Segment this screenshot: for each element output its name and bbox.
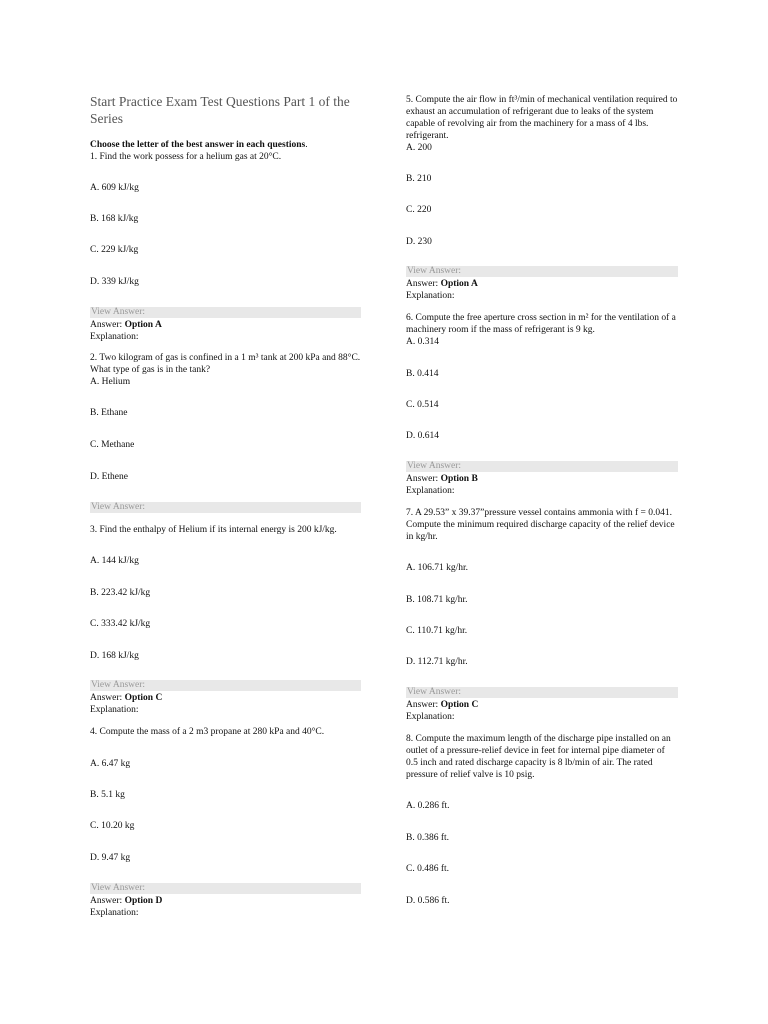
question-7-option-b[interactable]: B. 108.71 kg/hr. xyxy=(406,595,468,605)
question-8-option-b[interactable]: B. 0.386 ft. xyxy=(406,833,450,843)
question-5-explanation: Explanation: xyxy=(406,291,455,301)
answer-value: Option A xyxy=(124,320,162,330)
question-6-text: 6. Compute the free aperture cross section in m² for the ventilation of a machinery room if the mass of refrigerant is 9 kg. xyxy=(406,313,676,335)
question-1-view-answer[interactable]: View Answer: xyxy=(90,307,361,318)
question-7-explanation: Explanation: xyxy=(406,712,455,722)
question-1-explanation: Explanation: xyxy=(90,332,139,342)
answer-label: Answer: xyxy=(406,474,439,484)
question-6-option-d[interactable]: D. 0.614 xyxy=(406,431,439,441)
question-4-option-a[interactable]: A. 6.47 kg xyxy=(90,759,131,769)
question-4-explanation: Explanation: xyxy=(90,908,139,918)
question-2-view-answer[interactable]: View Answer: xyxy=(90,502,361,513)
question-2-option-d[interactable]: D. Ethene xyxy=(90,472,128,482)
question-5-answer xyxy=(406,278,478,290)
question-3-explanation: Explanation: xyxy=(90,705,139,715)
question-3-answer xyxy=(90,692,162,704)
answer-value: Option A xyxy=(440,279,478,289)
question-3-view-answer[interactable]: View Answer: xyxy=(90,680,361,691)
question-4-answer xyxy=(90,895,162,907)
question-3-option-c[interactable]: C. 333.42 kJ/kg xyxy=(90,619,151,629)
question-7-view-answer[interactable]: View Answer: xyxy=(406,687,678,698)
instructions xyxy=(90,139,370,151)
question-4-option-b[interactable]: B. 5.1 kg xyxy=(90,790,125,800)
page-title: Start Practice Exam Test Questions Part 1 of the Series xyxy=(90,94,350,126)
question-8-text: 8. Compute the maximum length of the discharge pipe installed on an outlet of a pressure-relief device in feet for internal pipe diameter of 0.5 inch and rated discharge capacity is 8 lb/min of air. The rated pressure of relief valve is 10 psig. xyxy=(406,734,671,780)
question-1-option-d[interactable]: D. 339 kJ/kg xyxy=(90,277,139,287)
question-2-option-c[interactable]: C. Methane xyxy=(90,440,135,450)
question-8-option-d[interactable]: D. 0.586 ft. xyxy=(406,896,450,906)
question-2-option-b[interactable]: B. Ethane xyxy=(90,408,128,418)
question-3-option-d[interactable]: D. 168 kJ/kg xyxy=(90,651,139,661)
question-1-text: 1. Find the work possess for a helium gas at 20°C. xyxy=(90,152,282,162)
instructions-text: Choose the letter of the best answer in each questions xyxy=(90,140,306,150)
answer-value: Option C xyxy=(440,700,479,710)
question-2-text: 2. Two kilogram of gas is confined in a 1 m³ tank at 200 kPa and 88°C. What type of gas is in the tank? xyxy=(90,353,361,375)
question-1-option-c[interactable]: C. 229 kJ/kg xyxy=(90,245,139,255)
question-6-option-b[interactable]: B. 0.414 xyxy=(406,369,439,379)
question-5-view-answer[interactable]: View Answer: xyxy=(406,266,678,277)
question-7-option-d[interactable]: D. 112.71 kg/hr. xyxy=(406,657,468,667)
question-1-answer xyxy=(90,319,162,331)
instructions-period: . xyxy=(305,140,308,150)
question-4-option-d[interactable]: D. 9.47 kg xyxy=(90,853,131,863)
answer-label: Answer: xyxy=(406,279,439,289)
question-2-option-a[interactable]: A. Helium xyxy=(90,377,131,387)
answer-value: Option C xyxy=(124,693,163,703)
question-8-option-a[interactable]: A. 0.286 ft. xyxy=(406,801,450,811)
question-7-text: 7. A 29.53” x 39.37”pressure vessel contains ammonia with f = 0.041. Compute the minimum required discharge capacity of the relief device in kg/hr. xyxy=(406,508,675,542)
question-1-option-b[interactable]: B. 168 kJ/kg xyxy=(90,214,139,224)
answer-value: Option B xyxy=(440,474,478,484)
question-6-answer xyxy=(406,473,478,485)
question-5-option-a[interactable]: A. 200 xyxy=(406,143,432,153)
question-5-option-b[interactable]: B. 210 xyxy=(406,174,432,184)
question-8-option-c[interactable]: C. 0.486 ft. xyxy=(406,864,450,874)
question-4-view-answer[interactable]: View Answer: xyxy=(90,883,361,894)
question-5-option-d[interactable]: D. 230 xyxy=(406,237,432,247)
question-7-option-c[interactable]: C. 110.71 kg/hr. xyxy=(406,626,468,636)
question-6-view-answer[interactable]: View Answer: xyxy=(406,461,678,472)
question-1-option-a[interactable]: A. 609 kJ/kg xyxy=(90,183,139,193)
answer-label: Answer: xyxy=(406,700,439,710)
question-3-text: 3. Find the enthalpy of Helium if its internal energy is 200 kJ/kg. xyxy=(90,525,337,535)
answer-label: Answer: xyxy=(90,320,123,330)
question-6-option-c[interactable]: C. 0.514 xyxy=(406,400,439,410)
question-4-option-c[interactable]: C. 10.20 kg xyxy=(90,821,135,831)
answer-label: Answer: xyxy=(90,693,123,703)
question-5-option-c[interactable]: C. 220 xyxy=(406,205,432,215)
question-7-answer xyxy=(406,699,478,711)
question-4-text: 4. Compute the mass of a 2 m3 propane at 280 kPa and 40°C. xyxy=(90,727,325,737)
question-3-option-a[interactable]: A. 144 kJ/kg xyxy=(90,556,139,566)
question-6-explanation: Explanation: xyxy=(406,486,455,496)
answer-label: Answer: xyxy=(90,896,123,906)
question-6-option-a[interactable]: A. 0.314 xyxy=(406,337,439,347)
question-5-text: 5. Compute the air flow in ft³/min of mechanical ventilation required to exhaust an accumulation of refrigerant due to leaks of the system capable of revolving air from the machinery for a mass of 4 lbs. refrigerant. xyxy=(406,95,678,141)
question-3-option-b[interactable]: B. 223.42 kJ/kg xyxy=(90,588,151,598)
answer-value: Option D xyxy=(124,896,163,906)
question-7-option-a[interactable]: A. 106.71 kg/hr. xyxy=(406,563,469,573)
